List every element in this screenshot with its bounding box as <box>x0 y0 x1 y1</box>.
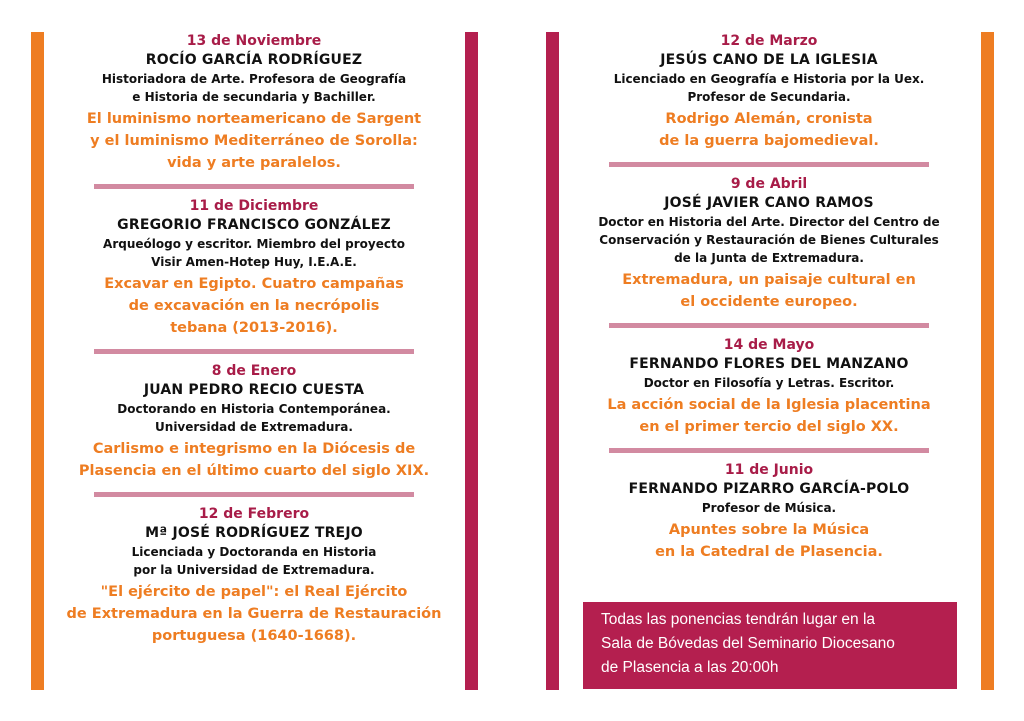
talk-title-line: en el primer tercio del siglo XX. <box>639 419 899 435</box>
section-separator <box>94 492 414 497</box>
speaker-name: GREGORIO FRANCISCO GONZÁLEZ <box>117 217 391 233</box>
right-orange-bar <box>981 32 994 690</box>
venue-note-line: Todas las ponencias tendrán lugar en la <box>601 611 876 628</box>
talk-title-line: el occidente europeo. <box>680 294 858 310</box>
speaker-name: JOSÉ JAVIER CANO RAMOS <box>664 195 874 211</box>
speaker-name: FERNANDO FLORES DEL MANZANO <box>629 356 909 372</box>
talk-title-line: La acción social de la Iglesia placentina <box>607 397 931 413</box>
talk-title-line: y el luminismo Mediterráneo de Sorolla: <box>90 133 418 149</box>
talk-title <box>48 108 460 174</box>
talk-entry <box>48 32 460 174</box>
talk-date: 11 de Diciembre <box>189 198 319 214</box>
talk-title-line: portuguesa (1640-1668). <box>151 628 357 644</box>
talk-entry <box>48 362 460 482</box>
speaker-name: JUAN PEDRO RECIO CUESTA <box>143 382 365 398</box>
talk-title <box>48 438 460 482</box>
left-column <box>48 32 460 647</box>
speaker-role: Universidad de Extremadura. <box>155 420 353 434</box>
speaker-role: Conservación y Restauración de Bienes Culturales <box>599 233 939 247</box>
talk-title-line: en la Catedral de Plasencia. <box>655 544 883 560</box>
speaker-name: FERNANDO PIZARRO GARCÍA-POLO <box>628 481 910 497</box>
talk-title <box>48 273 460 339</box>
talk-date: 14 de Mayo <box>723 337 815 353</box>
talk-title-line: "El ejército de papel": el Real Ejército <box>100 584 408 600</box>
talk-title <box>562 269 976 313</box>
speaker-role: Licenciado en Geografía e Historia por la Uex. <box>613 72 925 86</box>
speaker-name: ROCÍO GARCÍA RODRÍGUEZ <box>145 52 363 68</box>
talk-date: 12 de Febrero <box>198 506 310 522</box>
speaker-role: de la Junta de Extremadura. <box>674 251 864 265</box>
talk-date: 9 de Abril <box>730 176 808 192</box>
talk-title-line: Extremadura, un paisaje cultural en <box>622 272 916 288</box>
talk-title <box>562 108 976 152</box>
speaker-role: Doctor en Historia del Arte. Director del Centro de <box>598 215 940 229</box>
talk-entry <box>562 32 976 152</box>
speaker-name: JESÚS CANO DE LA IGLESIA <box>660 52 878 68</box>
speaker-role: Profesor de Secundaria. <box>687 90 851 104</box>
talk-title-line: de la guerra bajomedieval. <box>659 133 879 149</box>
talk-title-line: tebana (2013-2016). <box>170 320 338 336</box>
talk-entry <box>562 175 976 313</box>
speaker-role: Doctor en Filosofía y Letras. Escritor. <box>643 376 895 390</box>
speaker-role: Arqueólogo y escritor. Miembro del proyecto <box>103 237 405 251</box>
talk-date: 11 de Junio <box>724 462 814 478</box>
section-separator <box>609 448 929 453</box>
talk-title <box>562 519 976 563</box>
section-separator <box>94 184 414 189</box>
section-separator <box>94 349 414 354</box>
talk-entry <box>562 336 976 438</box>
talk-title-line: Excavar en Egipto. Cuatro campañas <box>104 276 404 292</box>
left-crimson-bar <box>465 32 478 690</box>
speaker-role: Historiadora de Arte. Profesora de Geografía <box>101 72 407 86</box>
talk-title-line: de Extremadura en la Guerra de Restauración <box>66 606 442 622</box>
right-crimson-bar <box>546 32 559 690</box>
speaker-role: por la Universidad de Extremadura. <box>133 563 375 577</box>
section-separator <box>609 162 929 167</box>
talk-entry <box>562 461 976 563</box>
talk-title-line: Apuntes sobre la Música <box>668 522 870 538</box>
talk-title-line: El luminismo norteamericano de Sargent <box>86 111 422 127</box>
left-orange-bar <box>31 32 44 690</box>
section-separator <box>609 323 929 328</box>
right-column <box>562 32 976 563</box>
talk-title-line: Plasencia en el último cuarto del siglo XIX. <box>78 463 430 479</box>
speaker-role: e Historia de secundaria y Bachiller. <box>132 90 376 104</box>
talk-entry <box>48 505 460 647</box>
speaker-role: Visir Amen-Hotep Huy, I.E.A.E. <box>151 255 357 269</box>
speaker-role: Licenciada y Doctoranda en Historia <box>131 545 377 559</box>
talk-date: 13 de Noviembre <box>186 33 322 49</box>
talk-title-line: Rodrigo Alemán, cronista <box>665 111 873 127</box>
venue-note-line: de Plasencia a las 20:00h <box>601 659 779 676</box>
speaker-name: Mª JOSÉ RODRÍGUEZ TREJO <box>145 525 363 541</box>
talk-date: 8 de Enero <box>211 363 297 379</box>
speaker-role: Profesor de Música. <box>701 501 837 515</box>
venue-note-line: Sala de Bóvedas del Seminario Diocesano <box>601 635 895 652</box>
talk-title <box>48 581 460 647</box>
talk-title <box>562 394 976 438</box>
talk-title-line: Carlismo e integrismo en la Diócesis de <box>92 441 416 457</box>
talk-title-line: vida y arte paralelos. <box>167 155 341 171</box>
speaker-role: Doctorando en Historia Contemporánea. <box>117 402 391 416</box>
venue-note <box>583 602 957 689</box>
talk-title-line: de excavación en la necrópolis <box>128 298 380 314</box>
talk-date: 12 de Marzo <box>720 33 818 49</box>
talk-entry <box>48 197 460 339</box>
